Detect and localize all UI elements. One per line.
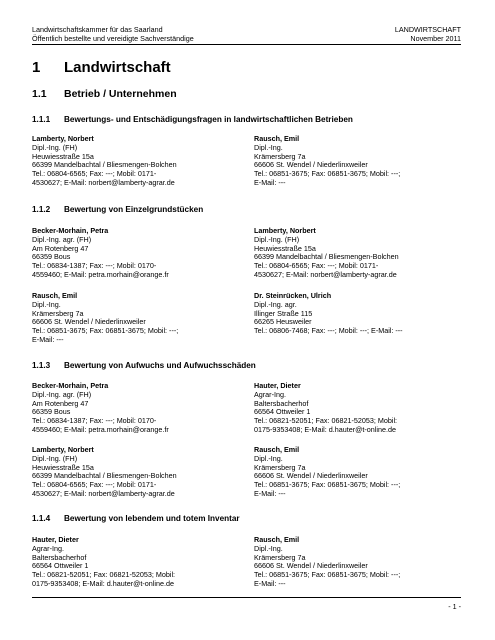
expert-name: Dr. Steinrücken, Ulrich xyxy=(254,291,332,300)
expert-entry xyxy=(32,446,232,499)
expert-name: Becker-Morhain, Petra xyxy=(32,226,109,235)
expert-name: Lamberty, Norbert xyxy=(32,134,94,143)
subsection-title: Bewertung von Einzelgrundstücken xyxy=(64,205,204,214)
expert-contact: 4530627; E-Mail: norbert@lamberty-agrar.de xyxy=(32,177,175,187)
expert-title: Dipl.-Ing. agr. xyxy=(254,299,297,309)
expert-contact: 4530627; E-Mail: norbert@lamberty-agrar.de xyxy=(32,488,175,498)
expert-title: Dipl.-Ing. (FH) xyxy=(254,234,300,244)
expert-contact: Tel.: 06851-3675; Fax: 06851-3675; Mobil: ---; xyxy=(254,570,401,579)
expert-contact: 0175-9353408; E-Mail: d.hauter@t-online.de xyxy=(32,578,174,588)
expert-contact: 4559460; E-Mail: petra.morhain@orange.fr xyxy=(32,269,169,279)
expert-street: Illinger Straße 115 xyxy=(254,308,313,318)
subsection-heading xyxy=(32,205,203,214)
expert-entry xyxy=(32,135,232,188)
expert-entry xyxy=(254,536,454,589)
subsection-heading xyxy=(32,361,256,370)
chapter-heading xyxy=(32,59,171,76)
subsection-heading xyxy=(32,115,353,124)
expert-title: Dipl.-Ing. (FH) xyxy=(32,453,78,463)
expert-street: Heuwiesstraße 15a xyxy=(32,462,94,472)
expert-name: Rausch, Emil xyxy=(32,291,78,300)
expert-entry xyxy=(254,446,454,499)
subsection-number: 1.1.1 xyxy=(32,115,51,124)
expert-street: Krämersberg 7a xyxy=(254,462,306,472)
expert-city: 66606 St. Wendel / Niederlinxweiler xyxy=(254,561,368,571)
expert-contact: E-Mail: --- xyxy=(254,177,286,187)
expert-street: Heuwiesstraße 15a xyxy=(254,243,316,253)
expert-title: Dipl.-Ing. agr. (FH) xyxy=(32,234,92,244)
expert-street: Am Rotenberg 47 xyxy=(32,243,89,253)
expert-entry xyxy=(32,227,232,280)
expert-title: Agrar-Ing. xyxy=(254,389,286,399)
expert-street: Baltersbacherhof xyxy=(254,398,309,408)
expert-title: Dipl.-Ing. xyxy=(254,142,283,152)
expert-street: Krämersberg 7a xyxy=(254,552,306,562)
expert-contact: Tel.: 06851-3675; Fax: 06851-3675; Mobil: ---; xyxy=(32,326,179,335)
expert-city: 66606 St. Wendel / Niederlinxweiler xyxy=(254,160,368,170)
subsection-heading xyxy=(32,514,240,523)
expert-name: Rausch, Emil xyxy=(254,134,300,143)
expert-contact: E-Mail: --- xyxy=(254,488,286,498)
expert-contact: Tel.: 06821-52051; Fax: 06821-52053; Mobil: xyxy=(254,416,398,425)
subsection-title: Bewertung von Aufwuchs und Aufwuchsschäden xyxy=(64,361,256,370)
expert-street: Baltersbacherhof xyxy=(32,552,87,562)
expert-entry xyxy=(254,292,454,336)
expert-title: Dipl.-Ing. xyxy=(32,299,61,309)
expert-city: 66399 Mandelbachtal / Bliesmengen-Bolchen xyxy=(254,252,399,262)
expert-city: 66399 Mandelbachtal / Bliesmengen-Bolchen xyxy=(32,160,177,170)
expert-title: Dipl.-Ing. agr. (FH) xyxy=(32,389,92,399)
expert-name: Hauter, Dieter xyxy=(254,381,301,390)
header-date: November 2011 xyxy=(410,33,461,43)
expert-city: 66399 Mandelbachtal / Bliesmengen-Bolchen xyxy=(32,471,177,481)
expert-entry xyxy=(32,292,232,345)
page-number: - 1 - xyxy=(448,602,461,611)
expert-street: Krämersberg 7a xyxy=(32,308,84,318)
expert-entry xyxy=(254,227,454,280)
chapter-title: Landwirtschaft xyxy=(64,59,171,76)
expert-contact: Tel.: 06806-7468; Fax: ---; Mobil: ---; E-Mail: --- xyxy=(254,326,403,335)
expert-contact: E-Mail: --- xyxy=(254,578,286,588)
expert-city: 66564 Ottweiler 1 xyxy=(254,407,311,417)
chapter-number: 1 xyxy=(32,59,41,76)
header-subtitle: Öffentlich bestellte und vereidigte Sachverständige xyxy=(32,33,194,43)
subsection-number: 1.1.2 xyxy=(32,205,51,214)
expert-city: 66359 Bous xyxy=(32,407,71,417)
expert-contact: Tel.: 06804-6565; Fax: ---; Mobil: 0171- xyxy=(32,169,157,178)
expert-name: Hauter, Dieter xyxy=(32,535,79,544)
expert-entry xyxy=(254,382,454,435)
section-heading xyxy=(32,88,177,100)
subsection-title: Bewertungs- und Entschädigungsfragen in landwirtschaftlichen Betrieben xyxy=(64,115,353,124)
subsection-number: 1.1.4 xyxy=(32,514,51,523)
expert-contact: 4530627; E-Mail: norbert@lamberty-agrar.de xyxy=(254,269,397,279)
expert-entry xyxy=(254,135,454,188)
expert-name: Rausch, Emil xyxy=(254,535,300,544)
expert-contact: Tel.: 06834-1387; Fax: ---; Mobil: 0170- xyxy=(32,261,157,270)
expert-city: 66606 St. Wendel / Niederlinxweiler xyxy=(254,471,368,481)
expert-name: Lamberty, Norbert xyxy=(254,226,316,235)
expert-contact: Tel.: 06804-6565; Fax: ---; Mobil: 0171- xyxy=(32,480,157,489)
expert-entry xyxy=(32,382,232,435)
expert-name: Rausch, Emil xyxy=(254,445,300,454)
expert-title: Dipl.-Ing. (FH) xyxy=(32,142,78,152)
header-divider xyxy=(32,44,461,45)
expert-title: Dipl.-Ing. xyxy=(254,453,283,463)
expert-title: Agrar-Ing. xyxy=(32,543,64,553)
expert-contact: Tel.: 06851-3675; Fax: 06851-3675; Mobil: ---; xyxy=(254,169,401,178)
expert-contact: Tel.: 06851-3675; Fax: 06851-3675; Mobil: ---; xyxy=(254,480,401,489)
expert-city: 66265 Heusweiler xyxy=(254,317,312,327)
section-number: 1.1 xyxy=(32,88,47,100)
expert-contact: Tel.: 06804-6565; Fax: ---; Mobil: 0171- xyxy=(254,261,379,270)
expert-contact: 0175-9353408; E-Mail: d.hauter@t-online.de xyxy=(254,424,396,434)
expert-street: Krämersberg 7a xyxy=(254,151,306,161)
expert-city: 66564 Ottweiler 1 xyxy=(32,561,89,571)
expert-street: Heuwiesstraße 15a xyxy=(32,151,94,161)
expert-street: Am Rotenberg 47 xyxy=(32,398,89,408)
expert-entry xyxy=(32,536,232,589)
expert-contact: Tel.: 06834-1387; Fax: ---; Mobil: 0170- xyxy=(32,416,157,425)
section-title: Betrieb / Unternehmen xyxy=(64,88,177,100)
footer-divider xyxy=(32,597,461,598)
header-org: Landwirtschaftskammer für das Saarland xyxy=(32,25,163,34)
expert-contact: Tel.: 06821-52051; Fax: 06821-52053; Mobil: xyxy=(32,570,176,579)
expert-name: Lamberty, Norbert xyxy=(32,445,94,454)
header-category: LANDWIRTSCHAFT xyxy=(394,25,461,34)
expert-contact: 4559460; E-Mail: petra.morhain@orange.fr xyxy=(32,424,169,434)
expert-name: Becker-Morhain, Petra xyxy=(32,381,109,390)
expert-city: 66359 Bous xyxy=(32,252,71,262)
expert-title: Dipl.-Ing. xyxy=(254,543,283,553)
subsection-title: Bewertung von lebendem und totem Inventar xyxy=(64,514,240,523)
expert-contact: E-Mail: --- xyxy=(32,334,64,344)
expert-city: 66606 St. Wendel / Niederlinxweiler xyxy=(32,317,146,327)
subsection-number: 1.1.3 xyxy=(32,361,51,370)
